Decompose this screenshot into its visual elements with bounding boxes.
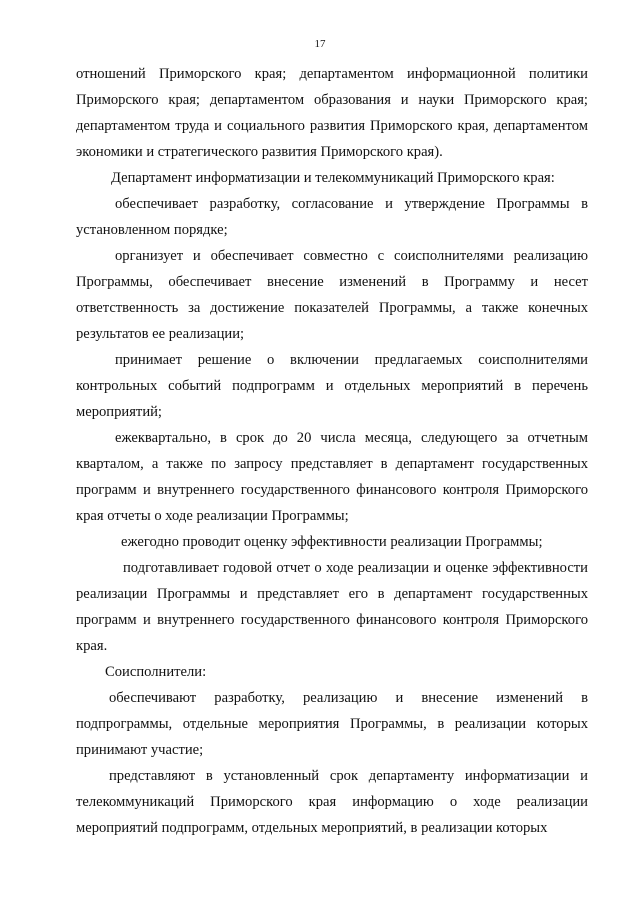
- document-body: [76, 61, 588, 841]
- paragraph-continuation: отношений Приморского края; департаментом информационной политики Приморского края; департаментом образования и науки Приморского края; департаментом труда и социального развития Приморского края, департаментом экономики и стратегического развития Приморского края).: [76, 66, 588, 160]
- paragraph-annual-report: подготавливает годовой отчет о ходе реализации и оценке эффективности реализации Программы и представляет его в департамент государственных программ и внутреннего государственного финансового контроля Приморского края.: [76, 560, 588, 654]
- paragraph-organizes-implementation: организует и обеспечивает совместно с соисполнителями реализацию Программы, обеспечивает внесение изменений в Программу и несет ответственность за достижение показателей Программы, а также конечных результатов ее реализации;: [76, 248, 588, 342]
- paragraph-decides-inclusion: принимает решение о включении предлагаемых соисполнителями контрольных событий подпрограмм и отдельных мероприятий в перечень мероприятий;: [76, 352, 588, 420]
- paragraph-department-heading: Департамент информатизации и телекоммуникаций Приморского края:: [111, 170, 555, 186]
- paragraph-coexecutors-report: представляют в установленный срок департаменту информатизации и телекоммуникаций Приморского края информацию о ходе реализации мероприятий подпрограмм, отдельных мероприятий, в реализации которых: [76, 768, 588, 836]
- paragraph-annual-evaluation: ежегодно проводит оценку эффективности реализации Программы;: [121, 534, 543, 550]
- paragraph-coexecutors-heading: Соисполнители:: [105, 664, 207, 680]
- paragraph-quarterly-reports: ежеквартально, в срок до 20 числа месяца, следующего за отчетным кварталом, а также по запросу представляет в департамент государственных программ и внутреннего государственного финансового контроля Приморского края отчеты о ходе реализации Программы;: [76, 430, 588, 524]
- page-number: 17: [314, 38, 326, 50]
- paragraph-ensures-development: обеспечивает разработку, согласование и утверждение Программы в установленном порядке;: [76, 196, 588, 238]
- paragraph-coexecutors-ensure: обеспечивают разработку, реализацию и внесение изменений в подпрограммы, отдельные мероприятия Программы, в реализации которых принимают участие;: [76, 690, 588, 758]
